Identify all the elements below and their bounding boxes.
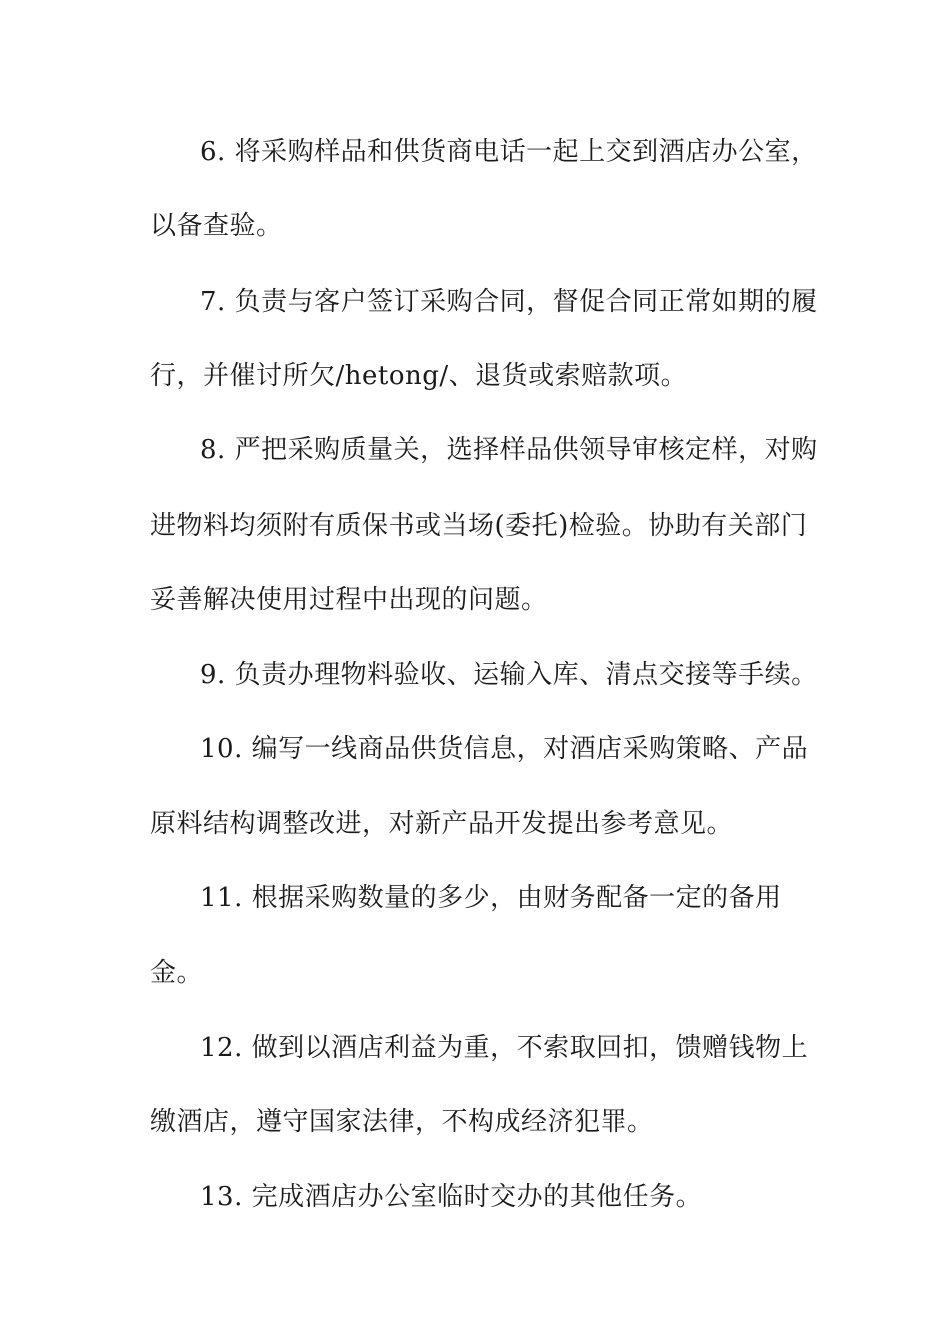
item-10-line-2: 原料结构调整改进，对新产品开发提出参考意见。 [150, 809, 734, 839]
item-6-line-1: 6. 将采购样品和供货商电话一起上交到酒店办公室， [200, 137, 818, 167]
item-9-line-1: 9. 负责办理物料验收、运输入库、清点交接等手续。 [200, 660, 818, 690]
item-10-line-1: 10. 编写一线商品供货信息，对酒店采购策略、产品 [200, 734, 809, 764]
item-7-line-1: 7. 负责与客户签订采购合同，督促合同正常如期的履 [200, 287, 818, 317]
item-13-line-1: 13. 完成酒店办公室临时交办的其他任务。 [200, 1182, 703, 1212]
item-8-line-3: 妥善解决使用过程中出现的问题。 [150, 585, 548, 615]
item-11-line-2: 金。 [150, 958, 204, 988]
item-7-line-2: 行，并催讨所欠/hetong/、退货或索赔款项。 [150, 361, 688, 391]
item-12-line-1: 12. 做到以酒店利益为重，不索取回扣，馈赠钱物上 [200, 1033, 809, 1063]
item-8-line-1: 8. 严把采购质量关，选择样品供领导审核定样，对购 [200, 435, 818, 465]
item-11-line-1: 11. 根据采购数量的多少，由财务配备一定的备用 [200, 883, 782, 913]
item-8-line-2: 进物料均须附有质保书或当场(委托)检验。协助有关部门 [150, 511, 808, 541]
item-12-line-2: 缴酒店，遵守国家法律，不构成经济犯罪。 [150, 1107, 654, 1137]
item-6-line-2: 以备查验。 [150, 211, 283, 241]
